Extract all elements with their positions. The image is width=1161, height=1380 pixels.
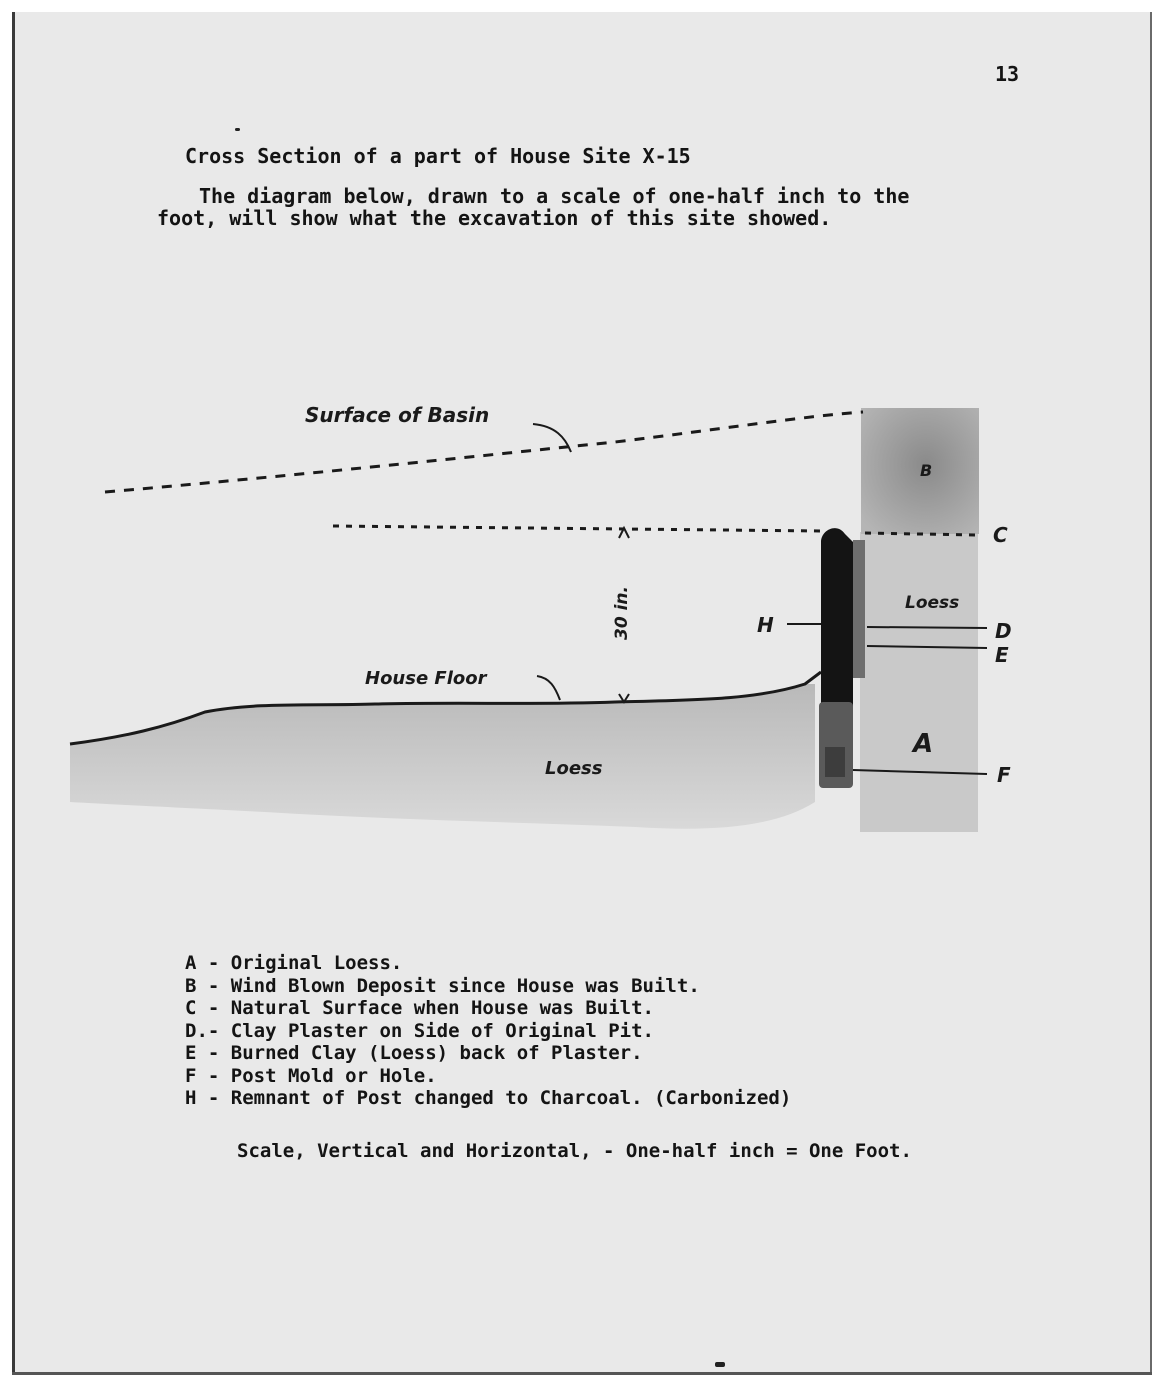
- right-column-loess: [860, 532, 978, 832]
- page-number: 13: [995, 62, 1020, 86]
- scale-note: Scale, Vertical and Horizontal, - One-half inch = One Foot.: [237, 1140, 912, 1162]
- legend: [185, 952, 791, 1110]
- legend-item-h: H - Remnant of Post changed to Charcoal. (Carbonized): [185, 1087, 792, 1109]
- letter-h: H: [757, 613, 774, 637]
- page-bottom-edge: [12, 1372, 1152, 1375]
- legend-item-f: F - Post Mold or Hole.: [185, 1064, 437, 1087]
- letter-a: A: [913, 729, 934, 759]
- legend-item-b: B - Wind Blown Deposit since House was Built.: [185, 974, 700, 997]
- loess-lower-label: Loess: [545, 758, 603, 779]
- letter-e: E: [995, 643, 1009, 667]
- letter-f: F: [997, 763, 1011, 787]
- letter-c: C: [993, 523, 1008, 547]
- letter-d: D: [995, 619, 1012, 643]
- legend-item-a: A - Original Loess.: [185, 952, 403, 974]
- legend-item-c: C - Natural Surface when House was Built.: [185, 997, 654, 1019]
- loess-upper-label: Loess: [905, 593, 960, 613]
- page-title: Cross Section of a part of House Site X-15: [185, 144, 691, 168]
- cross-section-diagram: [15, 12, 1152, 1374]
- floor-arrow: [537, 676, 560, 700]
- depth-label: 30 in.: [612, 586, 632, 640]
- house-floor-label: House Floor: [365, 668, 487, 689]
- d-leader: [867, 627, 987, 628]
- intro-line-1: The diagram below, drawn to a scale of one-half inch to the: [199, 184, 910, 208]
- legend-item-d: D.- Clay Plaster on Side of Original Pit.: [185, 1019, 654, 1042]
- ink-speck: [235, 128, 240, 131]
- document-page: [12, 12, 1152, 1374]
- legend-item-e: E - Burned Clay (Loess) back of Plaster.: [185, 1042, 643, 1064]
- ink-speck: [715, 1362, 725, 1367]
- lower-loess-soil: [70, 684, 815, 829]
- intro-line-2: foot, will show what the excavation of this site showed.: [157, 206, 832, 230]
- surface-of-basin-label: Surface of Basin: [305, 403, 490, 427]
- letter-b: B: [920, 461, 933, 480]
- burned-clay-strip: [853, 540, 865, 678]
